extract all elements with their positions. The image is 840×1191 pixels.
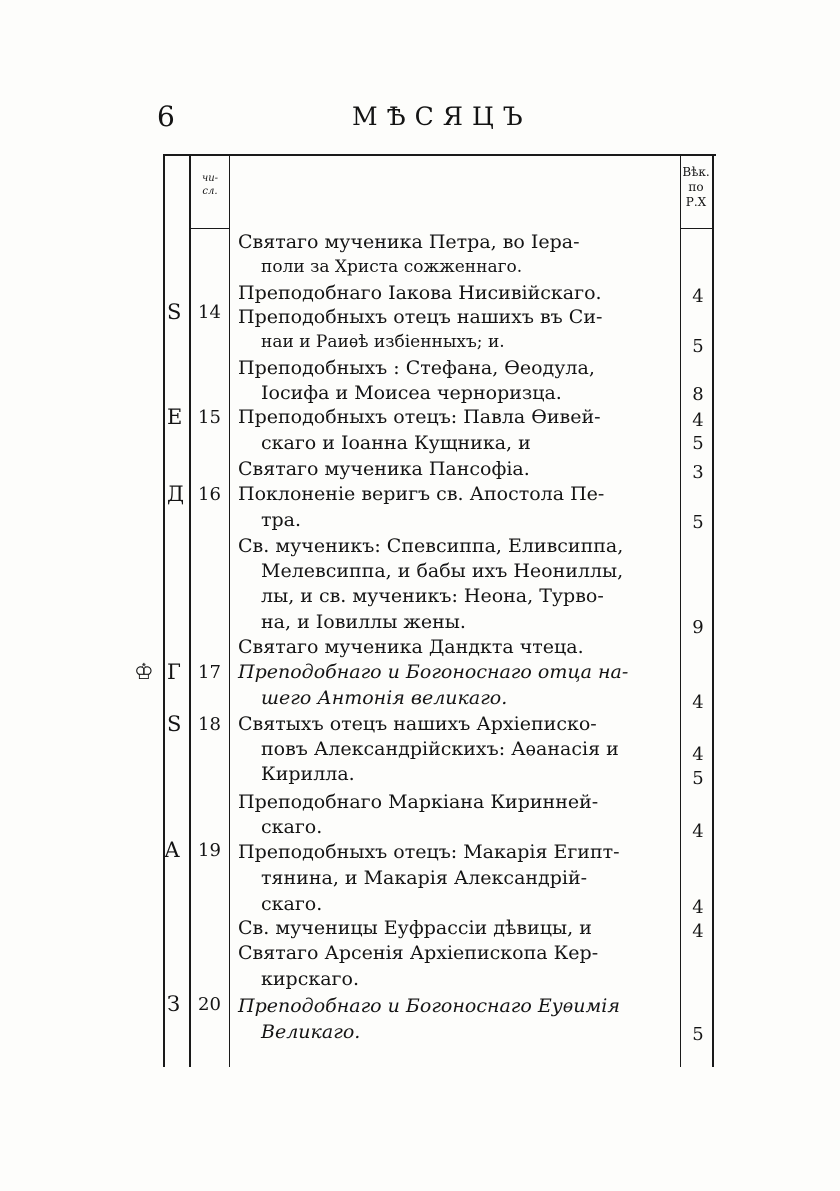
text-line: скаго. xyxy=(261,816,323,838)
text-line: поли за Христа сожженнаго. xyxy=(261,257,523,277)
page-header: МѢСЯЦЪ xyxy=(352,102,532,131)
text-line: Святаго мученика Дандкта чтеца. xyxy=(238,636,584,658)
text-line: кирскаго. xyxy=(261,968,359,990)
century-number: 4 xyxy=(692,744,704,765)
century-number: 4 xyxy=(692,692,704,713)
day-number: 14 xyxy=(198,302,221,323)
day-number: 18 xyxy=(198,714,221,735)
chisla-heading-bottom: сл. xyxy=(202,186,218,197)
text-line: Кирилла. xyxy=(261,763,355,785)
text-line: Мелевсиппа, и бабы ихъ Неониллы, xyxy=(261,560,624,582)
text-line: Св. мученицы Еуфрассiи дѣвицы, и xyxy=(238,917,592,939)
weekday-letter: Д xyxy=(167,482,185,506)
text-line: Преподобныхъ отецъ нашихъ въ Си- xyxy=(238,306,603,328)
text-line: повъ Александрiйскихъ: Аѳанасiя и xyxy=(261,738,619,760)
vek-heading-1: Вѣк. xyxy=(682,165,710,179)
col-divider-1 xyxy=(189,155,191,1067)
text-line: на, и Iовиллы жены. xyxy=(261,611,466,633)
century-number: 5 xyxy=(692,512,704,533)
marginal-symbol: ♔ xyxy=(134,660,154,685)
text-line: Преподобныхъ отецъ: Макарiя Египт- xyxy=(238,841,620,863)
century-number: 4 xyxy=(692,821,704,842)
weekday-letter: З xyxy=(167,992,181,1016)
century-number: 5 xyxy=(692,336,704,357)
century-number: 9 xyxy=(692,617,704,638)
weekday-letter: Ѕ xyxy=(167,712,182,736)
text-line: Iосифа и Моисеа черноризца. xyxy=(261,382,562,404)
day-number: 15 xyxy=(198,407,221,428)
text-line: Преподобныхъ отецъ: Павла Ѳивей- xyxy=(238,406,601,428)
century-number: 4 xyxy=(692,921,704,942)
century-number: 4 xyxy=(692,410,704,431)
text-line: тра. xyxy=(261,509,302,531)
text-line: Преподобнаго Маркiана Киринней- xyxy=(238,791,599,813)
text-line: наи и Раиѳѣ избiенныхъ; и. xyxy=(261,332,505,352)
text-line: тянина, и Макарiя Александрiй- xyxy=(261,867,588,889)
page-number: 6 xyxy=(157,100,175,133)
century-number: 3 xyxy=(692,462,704,483)
chisla-heading xyxy=(191,172,229,198)
text-line: скаго. xyxy=(261,893,323,915)
vek-heading-2: по xyxy=(688,180,704,194)
century-number: 4 xyxy=(692,286,704,307)
header-rule-chisla xyxy=(190,228,230,229)
day-number: 16 xyxy=(198,484,221,505)
weekday-letter: S xyxy=(167,300,182,324)
chisla-heading-top: чи- xyxy=(201,173,219,184)
day-number: 19 xyxy=(198,840,221,861)
century-number: 5 xyxy=(692,1024,704,1045)
left-border xyxy=(163,155,165,1067)
century-number: 8 xyxy=(692,384,704,405)
century-number: 5 xyxy=(692,433,704,454)
century-number: 4 xyxy=(692,897,704,918)
text-line: Великаго. xyxy=(261,1021,361,1043)
weekday-letter: А xyxy=(164,838,180,862)
text-line: Преподобнаго и Богоноснаго Еуѳимiя xyxy=(238,995,620,1017)
text-line: скаго и Iоанна Кущника, и xyxy=(261,432,531,454)
weekday-letter: Е xyxy=(167,405,183,429)
text-line: Святаго Арсенiя Архiепископа Кер- xyxy=(238,942,599,964)
text-line: лы, и св. мученикъ: Неона, Турво- xyxy=(261,585,604,607)
text-line: Святыхъ отецъ нашихъ Архiеписко- xyxy=(238,713,597,735)
weekday-letter: Г xyxy=(167,660,181,684)
text-line: Св. мученикъ: Спевсиппа, Еливсиппа, xyxy=(238,535,624,557)
top-rule xyxy=(163,154,716,156)
text-line: Святаго мученика Пансофiа. xyxy=(238,458,530,480)
col-divider-3 xyxy=(680,155,681,1067)
vek-heading xyxy=(675,165,717,210)
col-divider-2 xyxy=(229,155,230,1067)
text-line: Преподобныхъ : Стефана, Ѳеодула, xyxy=(238,357,595,379)
text-line: Святаго мученика Петра, во Iера- xyxy=(238,231,580,253)
day-number: 17 xyxy=(198,662,221,683)
century-number: 5 xyxy=(692,768,704,789)
vek-heading-3: Р.Х xyxy=(685,195,707,209)
text-line: Преподобнаго Iакова Нисивiйскаго. xyxy=(238,282,602,304)
day-number: 20 xyxy=(198,994,221,1015)
text-line: шего Антонiя великаго. xyxy=(261,687,508,709)
text-line: Поклоненiе веригъ св. Апостола Пе- xyxy=(238,483,605,505)
text-line: Преподобнаго и Богоноснаго отца на- xyxy=(238,661,629,683)
header-rule-vek xyxy=(681,228,713,229)
